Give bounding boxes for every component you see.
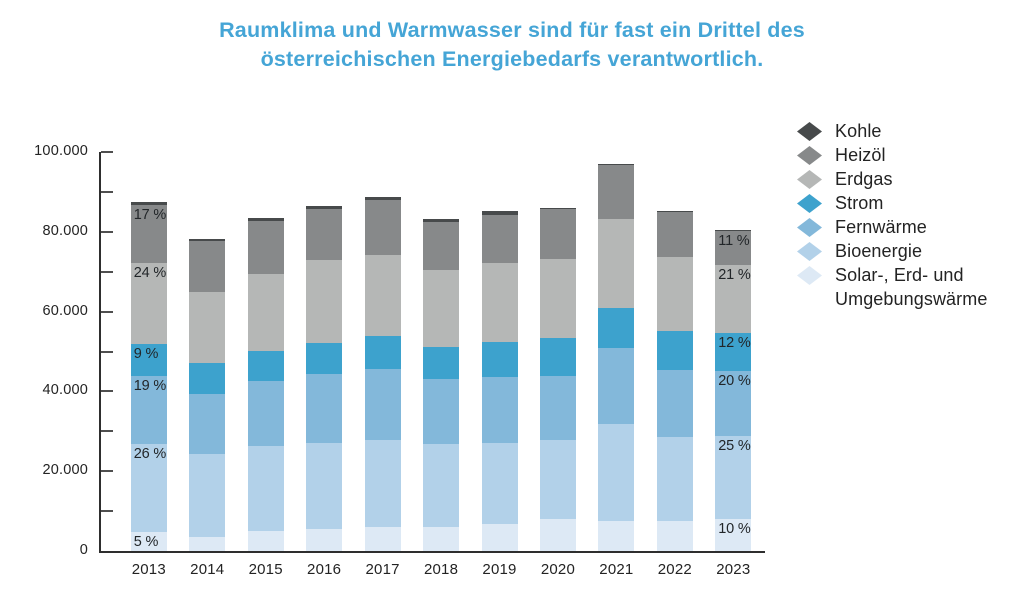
x-axis-label: 2014 (190, 561, 225, 578)
bar-segment (131, 444, 167, 532)
legend-label: Strom (835, 193, 884, 213)
percent-label: 21 % (718, 266, 751, 283)
bar-segment (540, 259, 576, 339)
legend-item (797, 263, 1007, 311)
bar-segment (248, 221, 284, 274)
legend-diamond-icon (797, 218, 822, 237)
y-axis-tick (101, 231, 113, 233)
legend-item (797, 215, 1007, 239)
percent-label: 20 % (718, 373, 751, 390)
legend-diamond-icon (797, 266, 822, 285)
bar-segment (365, 200, 401, 255)
bar-segment (131, 532, 167, 551)
legend-diamond-icon (797, 146, 822, 165)
y-axis-tick (101, 191, 113, 193)
y-axis-tick (101, 351, 113, 353)
bar-segment (540, 376, 576, 440)
percent-label: 25 % (718, 438, 751, 455)
chart-title-line2: österreichischen Energiebedarfs verantwortlich. (260, 47, 764, 71)
legend (797, 119, 1007, 311)
bar-segment (248, 274, 284, 350)
percent-label: 19 % (133, 377, 167, 394)
bar-column-2017 (365, 197, 401, 551)
bar-segment (423, 347, 459, 379)
bar-segment (482, 377, 518, 443)
percent-label: 17 % (133, 206, 167, 223)
bar-column-2019 (482, 211, 518, 551)
bar-segment (715, 333, 751, 371)
bar-segment (248, 446, 284, 530)
x-axis-label: 2023 (716, 561, 751, 578)
bar-column-2018 (423, 219, 459, 551)
percent-label: 26 % (133, 446, 167, 463)
bar-segment (598, 521, 634, 551)
bar-segment (306, 443, 342, 529)
bar-segment (189, 454, 225, 537)
bar-segment (248, 351, 284, 382)
bar-segment (482, 524, 518, 551)
bar-segment (131, 205, 167, 263)
x-axis-label: 2017 (365, 561, 400, 578)
bar-segment (189, 241, 225, 292)
y-axis-label: 60.000 (42, 302, 88, 319)
legend-item (797, 119, 1007, 143)
x-axis-label: 2016 (307, 561, 342, 578)
bar-column-2013 (131, 202, 167, 551)
legend-label: Bioenergie (835, 241, 923, 261)
x-axis-label: 2020 (540, 561, 576, 578)
legend-item (797, 239, 1007, 263)
bar-column-2016 (306, 206, 342, 551)
bar-segment (598, 308, 634, 348)
legend-item (797, 167, 1007, 191)
chart-title-line1: Raumklima und Warmwasser sind für fast ein Drittel des (219, 18, 805, 42)
x-axis-label: 2018 (423, 561, 459, 578)
percent-label: 24 % (133, 264, 167, 281)
bar-segment (482, 263, 518, 342)
bar-segment (189, 292, 225, 364)
bar-segment (248, 531, 284, 551)
y-axis-label: 100.000 (34, 143, 88, 159)
legend-diamond-icon (797, 242, 822, 261)
bar-column-2023 (715, 230, 751, 551)
legend-item (797, 143, 1007, 167)
bar-segment (306, 529, 342, 551)
bar-segment (598, 348, 634, 424)
percent-label: 5 % (133, 534, 159, 551)
x-axis-label: 2022 (657, 561, 692, 578)
legend-diamond-icon (797, 194, 822, 213)
bar-segment (657, 370, 693, 437)
y-axis-tick (101, 430, 113, 432)
bar-segment (657, 437, 693, 520)
legend-label: Erdgas (835, 169, 893, 189)
y-axis-label: 80.000 (42, 222, 88, 239)
bar-segment (423, 270, 459, 348)
bar-segment (715, 436, 751, 519)
percent-label: 12 % (718, 335, 751, 352)
y-axis-tick (101, 151, 113, 153)
bar-segment (189, 363, 225, 393)
bar-segment (598, 424, 634, 521)
bar-column-2021 (598, 164, 634, 551)
y-axis-tick (101, 271, 113, 273)
bar-segment (365, 336, 401, 369)
bar-segment (365, 440, 401, 527)
y-axis-label: 0 (79, 542, 88, 558)
bar-segment (657, 212, 693, 257)
legend-label: Solar-, Erd- und Umgebungswärme (835, 265, 988, 309)
y-axis-tick (101, 510, 113, 512)
x-axis-label: 2013 (131, 561, 166, 578)
y-axis-label: 40.000 (42, 382, 88, 399)
bar-segment (306, 260, 342, 343)
bar-segment (715, 371, 751, 436)
y-axis-tick (101, 311, 113, 313)
bar-segment (540, 209, 576, 258)
bar-segment (189, 537, 225, 551)
bar-segment (306, 209, 342, 260)
bar-segment (715, 231, 751, 265)
bar-segment (657, 257, 693, 330)
bar-column-2020 (540, 208, 576, 551)
bar-column-2022 (657, 211, 693, 551)
bar-segment (131, 263, 167, 345)
bar-segment (598, 219, 634, 308)
bar-segment (482, 215, 518, 263)
legend-diamond-icon (797, 122, 822, 141)
bar-segment (482, 443, 518, 524)
y-axis-tick (101, 470, 113, 472)
bar-segment (657, 331, 693, 370)
percent-label: 9 % (133, 346, 159, 363)
bar-segment (482, 342, 518, 378)
legend-item (797, 191, 1007, 215)
bar-segment (365, 369, 401, 440)
bar-segment (365, 255, 401, 336)
legend-label: Fernwärme (835, 217, 927, 237)
bar-segment (540, 338, 576, 376)
bar-segment (598, 165, 634, 220)
x-axis-label: 2019 (482, 561, 517, 578)
bar-column-2015 (248, 218, 284, 551)
legend-label: Heizöl (835, 145, 886, 165)
bar-segment (423, 379, 459, 444)
bar-segment (657, 521, 693, 551)
legend-label: Kohle (835, 121, 882, 141)
bar-segment (306, 343, 342, 374)
bar-segment (715, 265, 751, 334)
bar-segment (540, 519, 576, 551)
x-axis-label: 2015 (248, 561, 283, 578)
bar-segment (715, 519, 751, 551)
legend-diamond-icon (797, 170, 822, 189)
bar-segment (423, 444, 459, 527)
x-axis (99, 551, 765, 553)
y-axis-label: 20.000 (42, 462, 88, 479)
x-axis-label: 2021 (599, 561, 634, 578)
bar-column-2014 (189, 239, 225, 551)
bar-segment (423, 222, 459, 270)
percent-label: 11 % (718, 233, 750, 249)
bar-segment (306, 374, 342, 443)
y-axis (99, 152, 101, 553)
bar-segment (365, 527, 401, 551)
bar-segment (131, 344, 167, 376)
bar-segment (248, 381, 284, 446)
percent-label: 10 % (718, 520, 751, 537)
bar-segment (423, 527, 459, 551)
bar-segment (131, 376, 167, 444)
bar-segment (540, 440, 576, 519)
bar-segment (189, 394, 225, 454)
y-axis-tick (101, 390, 113, 392)
